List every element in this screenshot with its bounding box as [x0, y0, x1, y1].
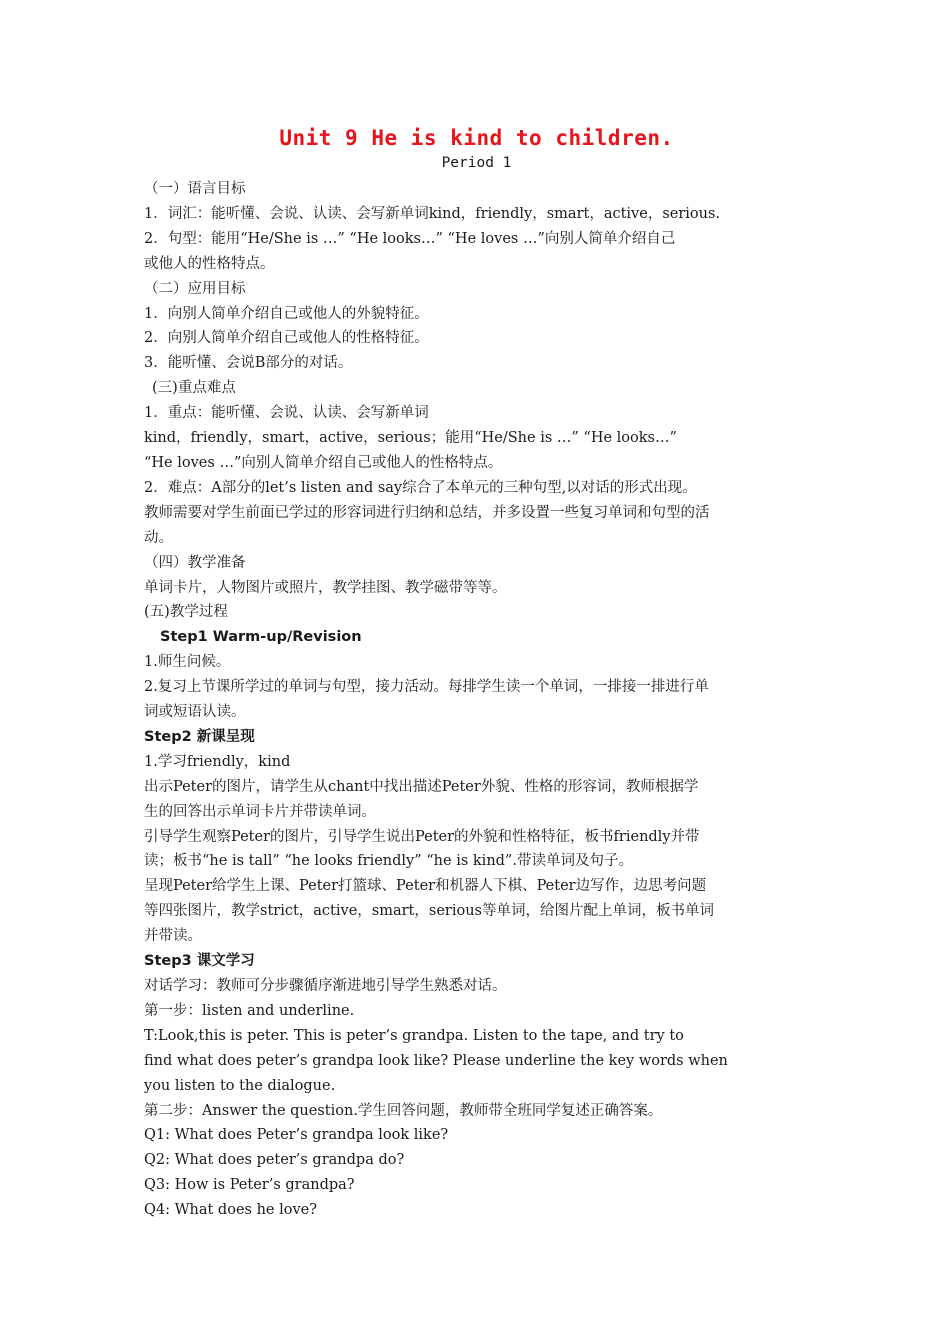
dialogue-step-2: 第二步：Answer the question.学生回答问题，教师带全班同学复述正确答案。	[144, 1102, 663, 1119]
document-title: Unit 9 He is kind to children.	[279, 126, 674, 150]
question-4: Q4: What does he love?	[144, 1202, 318, 1219]
question-1: Q1: What does Peter’s grandpa look like?	[144, 1127, 449, 1144]
vocabulary-goal: 1．词汇：能听懂、会说、认读、会写新单词kind，friendly，smart，active，serious.	[144, 205, 721, 222]
step2-paragraph-3-cont-1: 等四张图片，教学strict，active，smart，serious等单词，给图片配上单词，板书单词	[144, 903, 714, 920]
preparation-items: 单词卡片，人物图片或照片，教学挂图、教学磁带等等。	[144, 579, 507, 596]
step3-heading: Step3 课文学习	[144, 953, 255, 970]
section-heading-application-goals: （二）应用目标	[144, 280, 246, 297]
step2-paragraph-2: 引导学生观察Peter的图片，引导学生说出Peter的外貌和性格特征，板书friendly并带	[144, 828, 700, 845]
difficult-point: 2．难点：A部分的let’s listen and say综合了本单元的三种句型,以对话的形式出现。	[144, 479, 697, 496]
step2-paragraph-1-cont: 生的回答出示单词卡片并带读单词。	[144, 803, 376, 820]
step1-item-2: 2.复习上节课所学过的单词与句型，接力活动。每排学生读一个单词，一排接一排进行单	[144, 679, 709, 696]
section-heading-procedure: (五)教学过程	[144, 604, 228, 621]
key-point-cont-2: “He loves …”向别人简单介绍自己或他人的性格特点。	[144, 454, 503, 471]
dialogue-step-1: 第一步：listen and underline.	[144, 1002, 355, 1019]
dialogue-intro: 对话学习：教师可分步骤循序渐进地引导学生熟悉对话。	[144, 978, 507, 994]
step2-paragraph-3: 呈现Peter给学生上课、Peter打篮球、Peter和机器人下棋、Peter边写作，边思考问题	[144, 878, 707, 895]
difficult-point-cont-1: 教师需要对学生前面已学过的形容词进行归纳和总结，并多设置一些复习单词和句型的活	[144, 504, 710, 521]
sentence-pattern-goal: 2．句型：能用“He/She is …” “He looks…” “He loves …”向别人简单介绍自己	[144, 230, 676, 247]
step2-paragraph-3-cont-2: 并带读。	[144, 928, 202, 945]
application-goal-1: 1．向别人简单介绍自己或他人的外貌特征。	[144, 305, 429, 322]
teacher-instruction-cont-1: find what does peter’s grandpa look like? Please underline the key words when	[144, 1052, 728, 1069]
step2-paragraph-1: 出示Peter的图片，请学生从chant中找出描述Peter外貌、性格的形容词，教师根据学	[144, 778, 699, 795]
section-heading-preparation: （四）教学准备	[144, 554, 246, 571]
section-heading-key-points: (三)重点难点	[152, 380, 236, 397]
question-3: Q3: How is Peter’s grandpa?	[144, 1177, 355, 1194]
step1-item-2-cont: 词或短语认读。	[144, 704, 246, 721]
section-heading-language-goals: （一）语言目标	[144, 181, 246, 197]
step2-heading: Step2 新课呈现	[144, 728, 255, 745]
step1-heading: Step1 Warm-up/Revision	[160, 629, 362, 646]
key-point-cont-1: kind，friendly，smart，active，serious；能用“He/She is …” “He looks…”	[144, 430, 677, 447]
step1-item-1: 1.师生问候。	[144, 654, 231, 671]
period-subtitle: Period 1	[441, 155, 512, 171]
key-point: 1．重点：能听懂、会说、认读、会写新单词	[144, 405, 429, 422]
application-goal-2: 2．向别人简单介绍自己或他人的性格特征。	[144, 330, 429, 347]
step2-paragraph-2-cont: 读；板书“he is tall” “he looks friendly” “he is kind”.带读单词及句子。	[144, 853, 633, 870]
question-2: Q2: What does peter’s grandpa do?	[144, 1152, 405, 1169]
step2-item-1: 1.学习friendly，kind	[144, 753, 291, 770]
application-goal-3: 3．能听懂、会说B部分的对话。	[144, 355, 353, 372]
document-page	[144, 124, 809, 1223]
sentence-pattern-goal-cont: 或他人的性格特点。	[144, 255, 275, 272]
teacher-instruction: T:Look,this is peter. This is peter’s grandpa. Listen to the tape, and try to	[144, 1027, 684, 1044]
difficult-point-cont-2: 动。	[144, 529, 173, 546]
teacher-instruction-cont-2: you listen to the dialogue.	[144, 1077, 336, 1094]
